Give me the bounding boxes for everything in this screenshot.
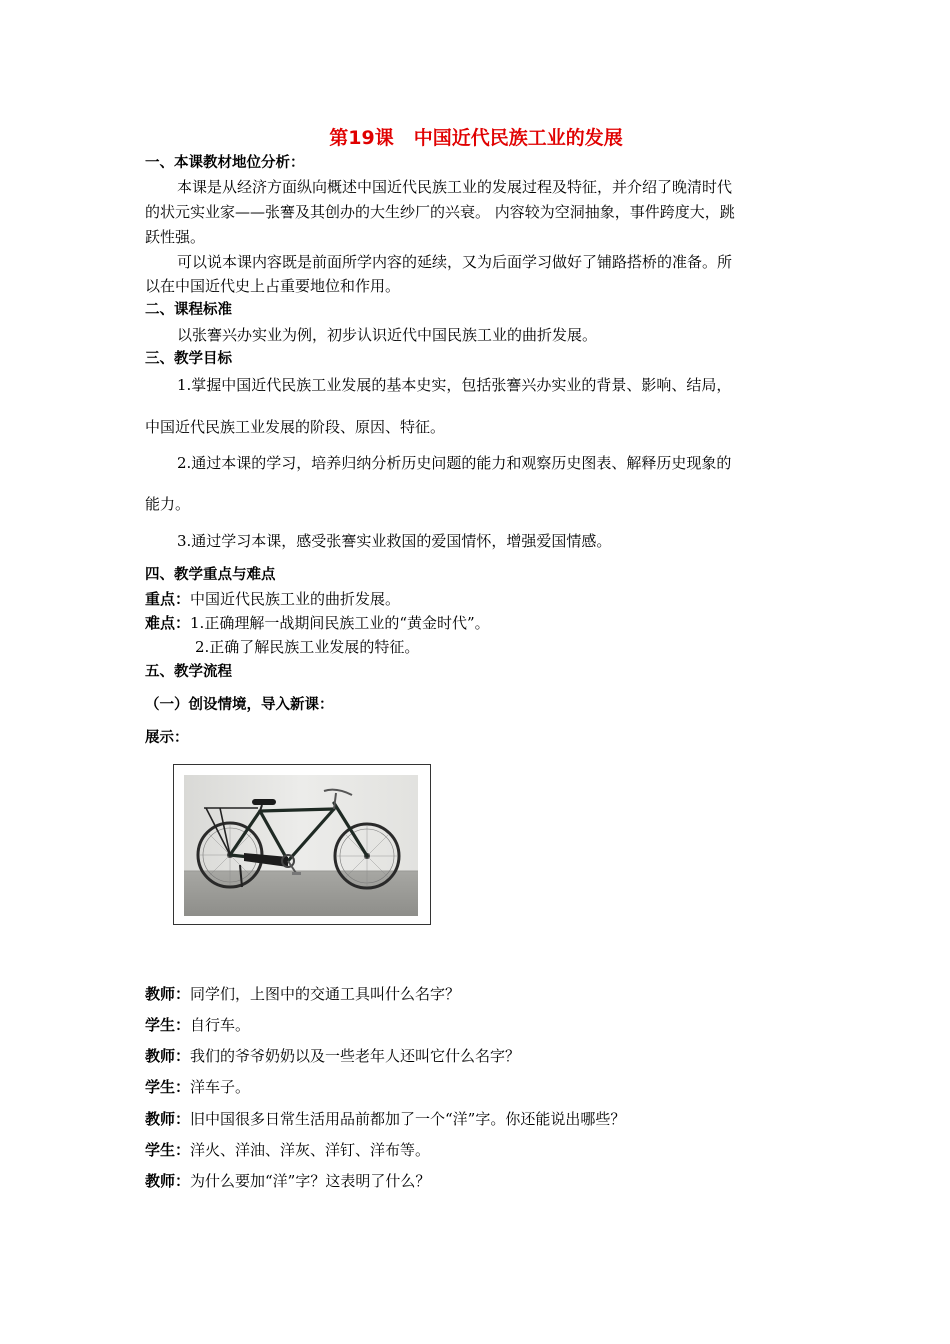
section-1-para-2-line-2: 以在中国近代史上占重要地位和作用。 xyxy=(145,277,401,295)
dialogue-line xyxy=(145,1045,520,1067)
speaker-label: 学生： xyxy=(145,1078,191,1096)
dialogue-line xyxy=(145,1076,250,1098)
difficult-point-2: 2.正确了解民族工业发展的特征。 xyxy=(195,638,420,656)
dialogue-text: 自行车。 xyxy=(190,1016,251,1034)
goal-2-line-1: 2.通过本课的学习，培养归纳分析历史问题的能力和观察历史图表、解释历史现象的 xyxy=(177,454,732,472)
dialogue-text: 洋火、洋油、洋灰、洋钉、洋布等。 xyxy=(190,1141,431,1159)
bicycle-photo-frame xyxy=(173,764,431,925)
dialogue-text: 旧中国很多日常生活用品前都加了一个“洋”字。你还能说出哪些？ xyxy=(190,1110,626,1128)
difficult-point xyxy=(145,612,490,634)
section-2-para: 以张謇兴办实业为例，初步认识近代中国民族工业的曲折发展。 xyxy=(177,326,598,344)
page-title xyxy=(145,125,807,151)
goal-2-line-2: 能力。 xyxy=(145,495,191,513)
speaker-label: 学生： xyxy=(145,1141,191,1159)
section-5-sub-1: （一）创设情境，导入新课： xyxy=(145,697,334,713)
dialogue-line xyxy=(145,1014,250,1036)
difficult-point-label: 难点： xyxy=(145,614,191,632)
speaker-label: 教师： xyxy=(145,1047,191,1065)
dialogue-line xyxy=(145,1139,430,1161)
lesson-title: 中国近代民族工业的发展 xyxy=(413,127,623,149)
section-2-heading: 二、课程标准 xyxy=(145,302,232,318)
goal-1-line-1: 1.掌握中国近代民族工业发展的基本史实，包括张謇兴办实业的背景、影响、结局， xyxy=(177,376,732,394)
dialogue-text: 我们的爷爷奶奶以及一些老年人还叫它什么名字？ xyxy=(190,1047,521,1065)
dialogue-line xyxy=(145,1170,430,1192)
section-1-para-1-line-3: 跃性强。 xyxy=(145,228,206,246)
dialogue-text: 洋车子。 xyxy=(190,1078,251,1096)
lesson-number: 第19课 xyxy=(329,127,394,149)
section-5-heading: 五、教学流程 xyxy=(145,664,232,680)
goal-3: 3.通过学习本课，感受张謇实业救国的爱国情怀，增强爱国情感。 xyxy=(177,532,612,550)
key-point-text: 中国近代民族工业的曲折发展。 xyxy=(190,590,401,608)
speaker-label: 教师： xyxy=(145,985,191,1003)
key-point-label: 重点： xyxy=(145,590,191,608)
section-1-para-2-line-1: 可以说本课内容既是前面所学内容的延续，又为后面学习做好了铺路搭桥的准备。所 xyxy=(177,253,733,271)
bicycle-photo xyxy=(184,775,418,916)
section-3-heading: 三、教学目标 xyxy=(145,351,232,367)
speaker-label: 教师： xyxy=(145,1172,191,1190)
difficult-point-1: 1.正确理解一战期间民族工业的“黄金时代”。 xyxy=(190,614,490,632)
dialogue-line xyxy=(145,983,460,1005)
speaker-label: 学生： xyxy=(145,1016,191,1034)
speaker-label: 教师： xyxy=(145,1110,191,1128)
goal-1-line-2: 中国近代民族工业发展的阶段、原因、特征。 xyxy=(145,418,446,436)
dialogue-text: 同学们，上图中的交通工具叫什么名字？ xyxy=(190,985,461,1003)
section-1-para-1-line-1: 本课是从经济方面纵向概述中国近代民族工业的发展过程及特征，并介绍了晚清时代 xyxy=(177,178,733,196)
section-4-heading: 四、教学重点与难点 xyxy=(145,567,276,583)
section-1-para-1-line-2: 的状元实业家——张謇及其创办的大生纱厂的兴衰。 内容较为空洞抽象，事件跨度大，跳 xyxy=(145,203,735,221)
section-1-heading: 一、本课教材地位分析： xyxy=(145,155,305,171)
dialogue-text: 为什么要加“洋”字？这表明了什么？ xyxy=(190,1172,431,1190)
show-label: 展示： xyxy=(145,730,189,746)
dialogue-line xyxy=(145,1108,625,1130)
key-point xyxy=(145,588,400,610)
